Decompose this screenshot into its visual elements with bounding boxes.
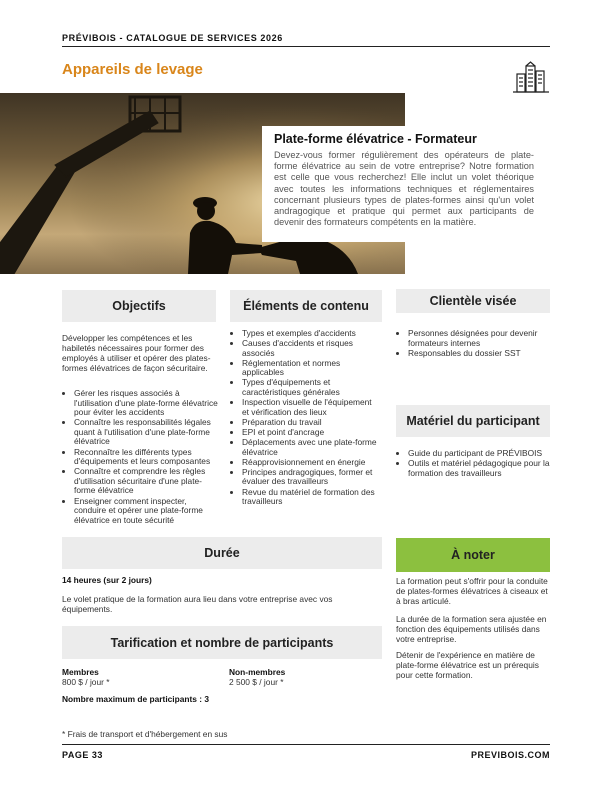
clientele-heading: Clientèle visée <box>396 289 550 313</box>
list-item: • Reconnaître les différents types d'équipements et leurs composantes <box>74 448 220 467</box>
elements-heading: Éléments de contenu <box>230 290 382 322</box>
list-item: • Principes andragogiques, former et évaluer des travailleurs <box>242 468 380 487</box>
list-item: • Types et exemples d'accidents <box>242 329 380 339</box>
city-buildings-icon <box>512 60 550 94</box>
footnote: * Frais de transport et d'hébergement en sus <box>62 729 228 739</box>
list-item: • Outils et matériel pédagogique pour la formation des travailleurs <box>408 459 552 478</box>
section-title: Appareils de levage <box>62 61 203 78</box>
list-item: • Connaître et comprendre les règles d'utilisation sécuritaire d'une plate-forme élévatrice <box>74 467 220 496</box>
list-item: • Guide du participant de PRÉVIBOIS <box>408 449 552 459</box>
website-link[interactable]: PREVIBOIS.COM <box>470 750 550 760</box>
footer-divider <box>62 744 550 745</box>
materiel-list <box>396 449 552 479</box>
list-item: • Causes d'accidents et risques associés <box>242 339 380 358</box>
duree-hours: 14 heures (sur 2 jours) <box>62 575 152 585</box>
list-item: • Réglementation et normes applicables <box>242 359 380 378</box>
note-heading: À noter <box>396 538 550 572</box>
nonmembers-label: Non-membres <box>229 667 286 677</box>
header-divider <box>62 46 550 47</box>
max-participants: Nombre maximum de participants : 3 <box>62 694 210 704</box>
course-title: Plate-forme élévatrice - Formateur <box>274 132 477 146</box>
objectifs-intro: Développer les compétences et les habiletés nécessaires pour former des employés à utiliser et opérer des plates-formes élévatrices de façon sécuritaire. <box>62 333 211 373</box>
list-item: • Enseigner comment inspecter, conduire et opérer une plate-forme élévatrice en toute sécurité <box>74 497 220 526</box>
list-item: • Revue du matériel de formation des travailleurs <box>242 488 380 507</box>
nonmembers-price: 2 500 $ / jour * <box>229 677 284 687</box>
list-item: • Réapprovisionnement en énergie <box>242 458 380 468</box>
note-paragraph-1: La formation peut s'offrir pour la conduite de plates-formes élévatrices à ciseaux et à bras articulé. <box>396 576 548 606</box>
elements-list <box>230 329 380 507</box>
clientele-list <box>396 329 552 359</box>
list-item: • EPI et point d'ancrage <box>242 428 380 438</box>
list-item: • Personnes désignées pour devenir formateurs internes <box>408 329 552 348</box>
members-price: 800 $ / jour * <box>62 677 110 687</box>
course-description: Devez-vous former régulièrement des opérateurs de plate-forme élévatrice au sein de votre entreprise? Notre formation est celle que vous recherchez! Elle inclut un volet théorique avec toutes les informations techniques et réglementaires concernant plusieurs types de plates-formes ainsi qu'un volet andragogique et pratique qui permet aux participants de devenir des formateurs compétents en la matière. <box>274 150 534 228</box>
duree-text: Le volet pratique de la formation aura lieu dans votre entreprise avec vos équipements. <box>62 594 333 614</box>
note-paragraph-2: La durée de la formation sera ajustée en fonction des équipements utilisés dans votre entreprise. <box>396 614 547 644</box>
tarif-heading: Tarification et nombre de participants <box>62 626 382 659</box>
course-card <box>262 126 542 242</box>
list-item: • Responsables du dossier SST <box>408 349 552 359</box>
list-item: • Gérer les risques associés à l'utilisation d'une plate-forme élévatrice pour éviter les accidents <box>74 389 220 418</box>
page-number: PAGE 33 <box>62 750 103 760</box>
objectifs-heading: Objectifs <box>62 290 216 322</box>
list-item: • Déplacements avec une plate-forme élévatrice <box>242 438 380 457</box>
list-item: • Types d'équipements et caractéristiques générales <box>242 378 380 397</box>
materiel-heading: Matériel du participant <box>396 405 550 437</box>
list-item: • Connaître les responsabilités légales quant à l'utilisation d'une plate-forme élévatrice <box>74 418 220 447</box>
catalog-header: PRÉVIBOIS - CATALOGUE DE SERVICES 2026 <box>62 33 283 43</box>
list-item: • Inspection visuelle de l'équipement et vérification des lieux <box>242 398 380 417</box>
list-item: • Préparation du travail <box>242 418 380 428</box>
duree-heading: Durée <box>62 537 382 569</box>
objectifs-list <box>62 389 220 526</box>
members-label: Membres <box>62 667 99 677</box>
note-paragraph-3: Détenir de l'expérience en matière de plate-forme élévatrice est un prérequis pour cette formation. <box>396 650 539 680</box>
